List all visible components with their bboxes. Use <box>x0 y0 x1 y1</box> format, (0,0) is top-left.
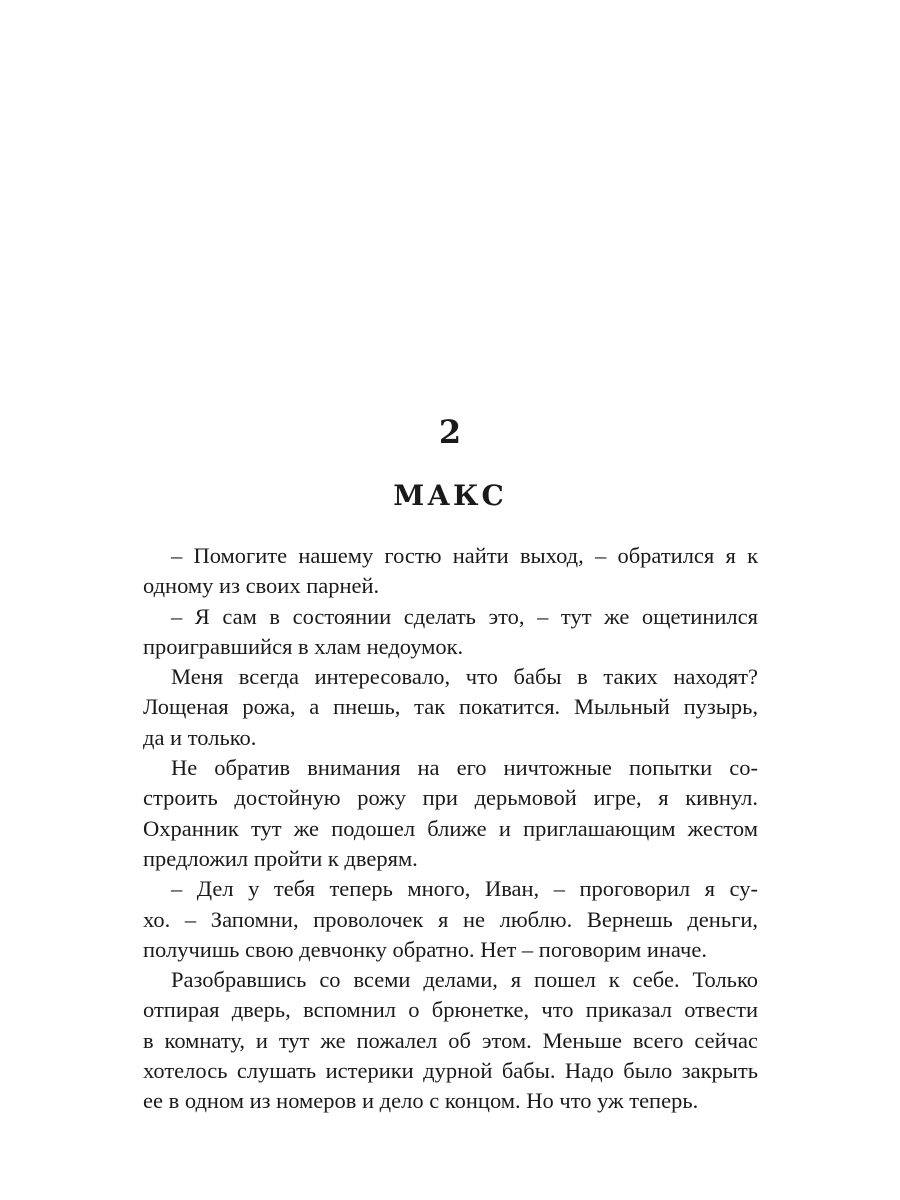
text-line: ее в одном из номеров и дело с концом. Но что уж теперь. <box>143 1088 699 1114</box>
text-line: хо. – Запомни, проволочек я не люблю. Вернешь деньги, <box>143 906 758 932</box>
text-line: строить достойную рожу при дерьмовой игре, я кивнул. <box>143 785 758 811</box>
text-line: – Помогите нашему гостю найти выход, – обратился я к <box>171 543 758 568</box>
text-line: Лощеная рожа, а пнешь, так покатится. Мыльный пузырь, <box>143 694 758 720</box>
text-line: получишь свою девчонку обратно. Нет – поговорим иначе. <box>143 936 707 962</box>
chapter-text <box>143 541 758 1117</box>
text-line: проигравшийся в хлам недоумок. <box>143 633 464 659</box>
text-line: – Я сам в состоянии сделать это, – тут же ощетинился <box>171 603 758 629</box>
text-line: одному из своих парней. <box>143 573 380 599</box>
text-line: хотелось слушать истерики дурной бабы. Надо было закрыть <box>143 1058 758 1084</box>
chapter-number: 2 <box>438 413 462 451</box>
text-line: Не обратив внимания на его ничтожные попытки со- <box>171 755 758 781</box>
chapter-title: МАКС <box>393 479 507 512</box>
text-line: отпирая дверь, вспомнил о брюнетке, что приказал отвести <box>143 997 758 1023</box>
text-line: – Дел у тебя теперь много, Иван, – проговорил я су- <box>171 876 758 902</box>
text-line: предложил пройти к дверям. <box>143 845 418 871</box>
text-line: да и только. <box>143 724 257 750</box>
text-line: в комнату, и тут же пожалел об этом. Меньше всего сейчас <box>143 1027 758 1053</box>
text-line: Разобравшись со всеми делами, я пошел к себе. Только <box>171 967 758 993</box>
text-line: Охранник тут же подошел ближе и приглашающим жестом <box>143 815 758 841</box>
text-line: Меня всегда интересовало, что бабы в таких находят? <box>171 664 758 690</box>
